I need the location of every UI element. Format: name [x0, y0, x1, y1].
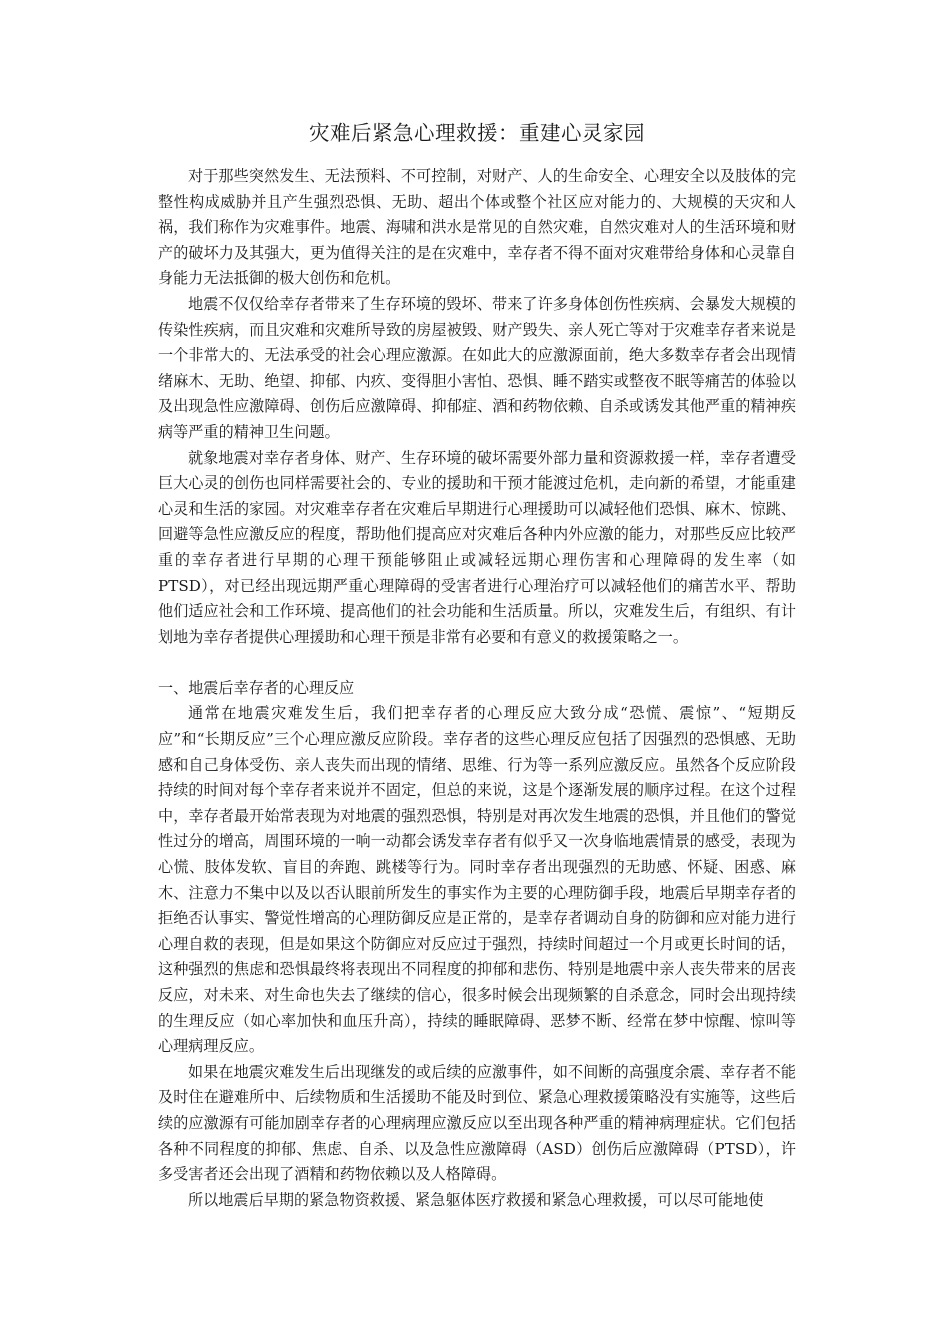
document-title: 灾难后紧急心理救援：重建心灵家园 [309, 121, 645, 145]
section1-paragraph-2: 如果在地震灾难发生后出现继发的或后续的应激事件，如不间断的高强度余震、幸存者不能及时住在避难所中、后续物质和生活援助不能及时到位、紧急心理救援策略没有实施等，这些后续的应激源有可能加剧幸存者的心理病理应激反应以至出现各种严重的精神病理症状。它们包括各种不同程度的抑郁、焦虑、自杀、以及急性应激障碍（ASD）创伤后应激障碍（PTSD），许多受害者还会出现了酒精和药物依赖以及人格障碍。 [158, 1062, 796, 1184]
section-heading-1: 一、地震后幸存者的心理反应 [158, 678, 355, 697]
paragraph-spacer [158, 650, 796, 676]
document-page [158, 118, 796, 1213]
intro-paragraph-2: 地震不仅仅给幸存者带来了生存环境的毁坏、带来了许多身体创伤性疾病、会暴发大规模的传染性疾病，而且灾难和灾难所导致的房屋被毁、财产毁失、亲人死亡等对于灾难幸存者来说是一个非常大的、无法承受的社会心理应激源。在如此大的应激源面前，绝大多数幸存者会出现情绪麻木、无助、绝望、抑郁、内疚、变得胆小害怕、恐惧、睡不踏实或整夜不眠等痛苦的体验以及出现急性应激障碍、创伤后应激障碍、抑郁症、酒和药物依赖、自杀或诱发其他严重的精神疾病等严重的精神卫生问题。 [158, 294, 796, 441]
section1-paragraph-3: 所以地震后早期的紧急物资救援、紧急躯体医疗救援和紧急心理救援，可以尽可能地使 [188, 1190, 764, 1209]
intro-paragraph-3: 就象地震对幸存者身体、财产、生存环境的破坏需要外部力量和资源救援一样，幸存者遭受巨大心灵的创伤也同样需要社会的、专业的援助和干预才能渡过危机，走向新的希望，才能重建心灵和生活的家园。对灾难幸存者在灾难后早期进行心理援助可以减轻他们恐惧、麻木、惊跳、回避等急性应激反应的程度，帮助他们提高应对灾难后各种内外应激的能力，对那些反应比较严重的幸存者进行早期的心理干预能够阻止或减轻远期心理伤害和心理障碍的发生率（如PTSD），对已经出现远期严重心理障碍的受害者进行心理治疗可以减轻他们的痛苦水平、帮助他们适应社会和工作环境、提高他们的社会功能和生活质量。所以，灾难发生后，有组织、有计划地为幸存者提供心理援助和心理干预是非常有必要和有意义的救援策略之一。 [158, 448, 796, 646]
intro-paragraph-1: 对于那些突然发生、无法预料、不可控制，对财产、人的生命安全、心理安全以及肢体的完整性构成威胁并且产生强烈恐惧、无助、超出个体或整个社区应对能力的、大规模的天灾和人祸，我们称作为灾难事件。地震、海啸和洪水是常见的自然灾难，自然灾难对人的生活环境和财产的破坏力及其强大，更为值得关注的是在灾难中，幸存者不得不面对灾难带给身体和心灵靠自身能力无法抵御的极大创伤和危机。 [158, 167, 796, 288]
section1-paragraph-1: 通常在地震灾难发生后，我们把幸存者的心理反应大致分成“恐慌、震惊”、“短期反应”和“长期反应”三个心理应激反应阶段。幸存者的这些心理反应包括了因强烈的恐惧感、无助感和自己身体受伤、亲人丧失而出现的情绪、思维、行为等一系列应激反应。虽然各个反应阶段持续的时间对每个幸存者来说并不固定，但总的来说，这是个逐渐发展的顺序过程。在这个过程中，幸存者最开始常表现为对地震的强烈恐惧，特别是对再次发生地震的恐惧，并且他们的警觉性过分的增高，周围环境的一响一动都会诱发幸存者有似乎又一次身临地震情景的感受，表现为心慌、肢体发软、盲目的奔跑、跳楼等行为。同时幸存者出现强烈的无助感、怀疑、困惑、麻木、注意力不集中以及以否认眼前所发生的事实作为主要的心理防御手段，地震后早期幸存者的拒绝否认事实、警觉性增高的心理防御反应是正常的，是幸存者调动自身的防御和应对能力进行心理自救的表现，但是如果这个防御应对反应过于强烈，持续时间超过一个月或更长时间的话，这种强烈的焦虑和恐惧最终将表现出不同程度的抑郁和悲伤、特别是地震中亲人丧失带来的居丧反应，对未来、对生命也失去了继续的信心，很多时候会出现频繁的自杀意念，同时会出现持续的生理反应（如心率加快和血压升高），持续的睡眠障碍、恶梦不断、经常在梦中惊醒、惊叫等心理病理反应。 [158, 704, 796, 1056]
